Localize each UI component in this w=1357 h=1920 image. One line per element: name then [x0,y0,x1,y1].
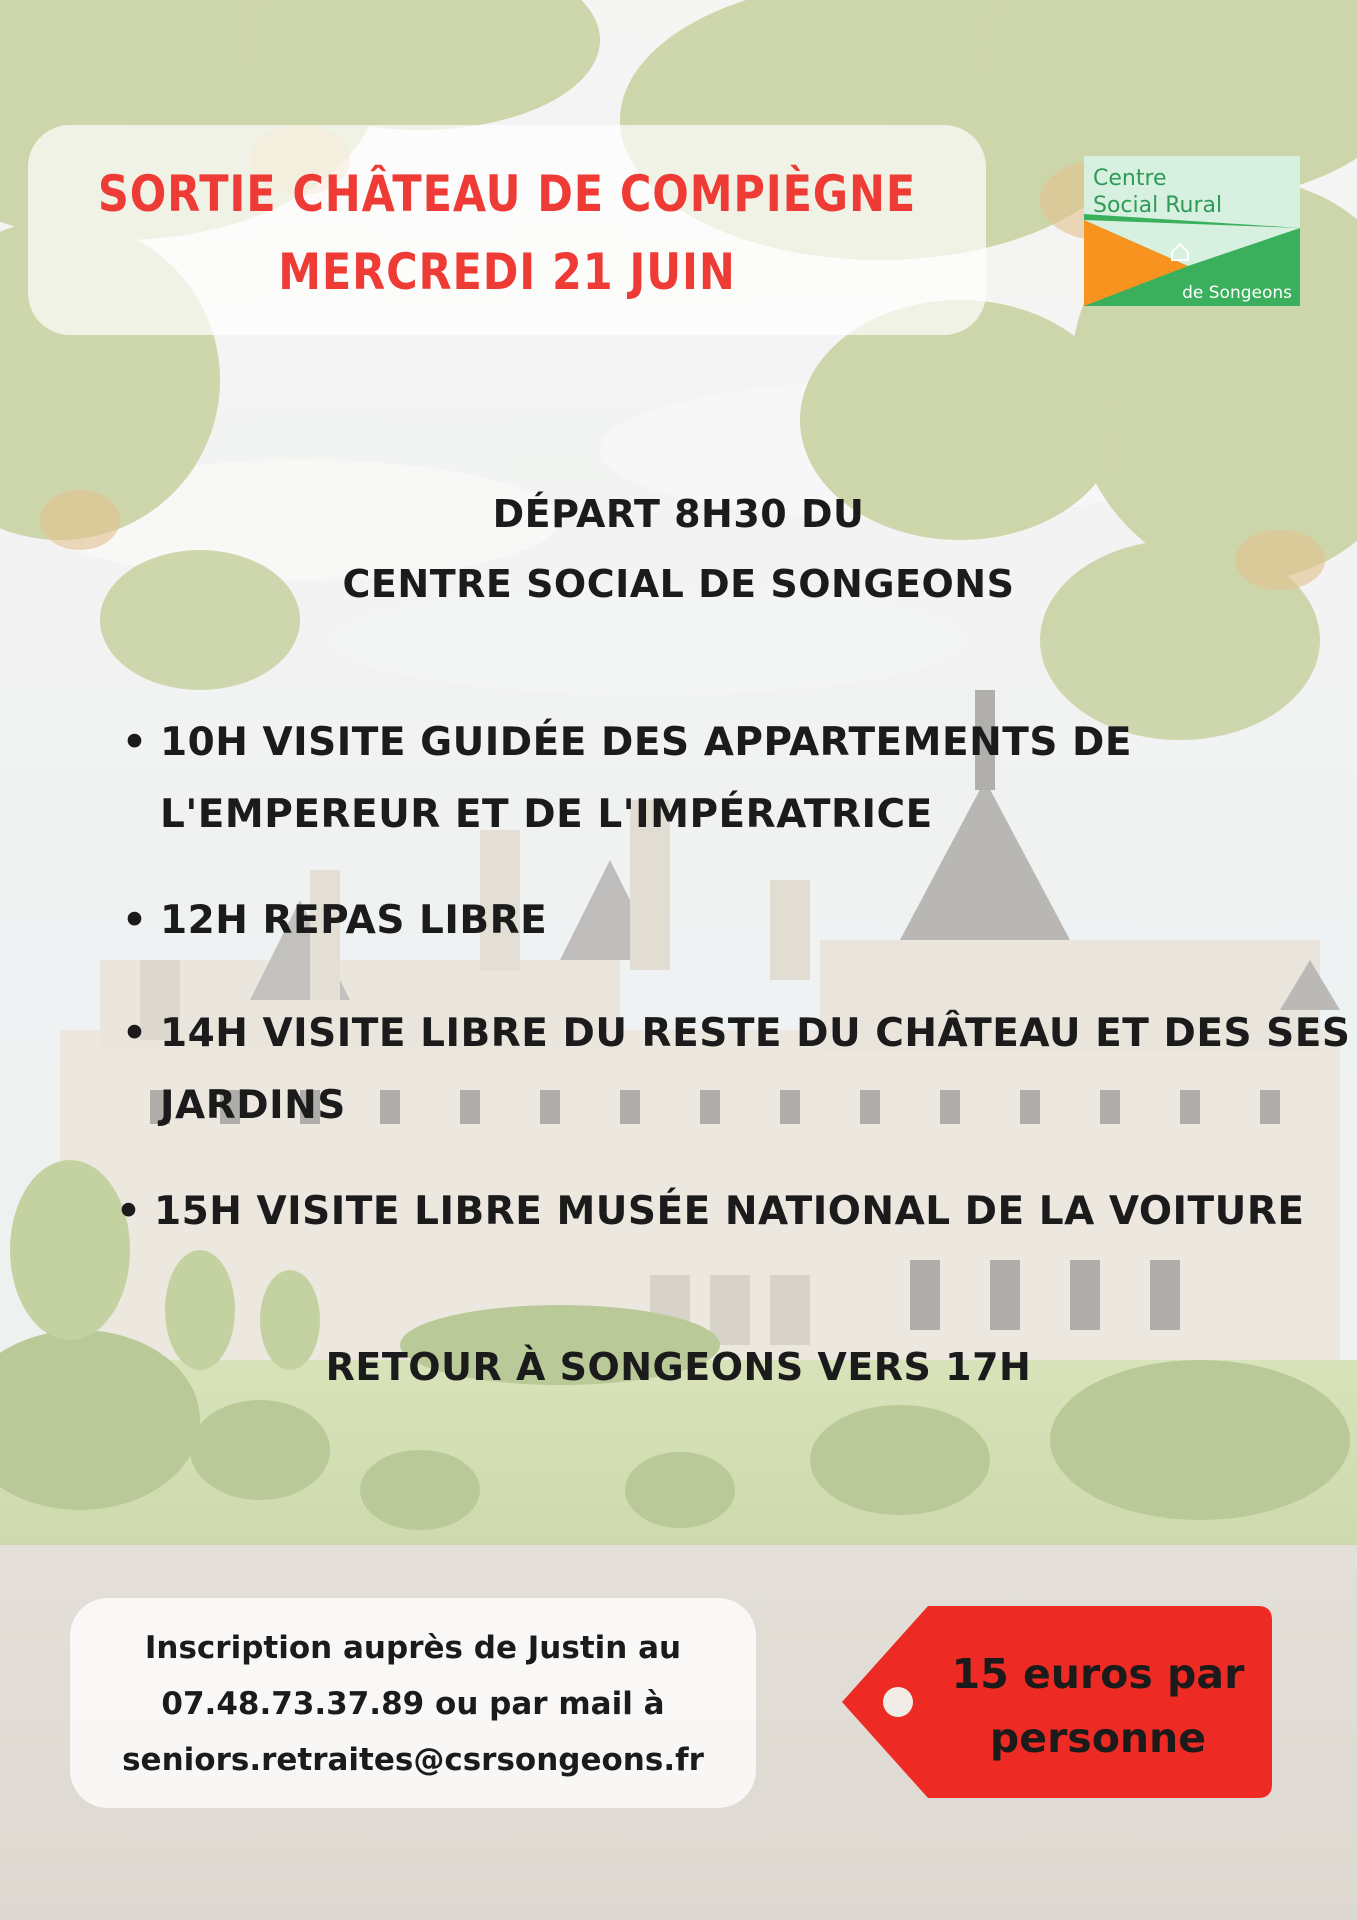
program-item-line: 10H VISITE GUIDÉE DES APPARTEMENTS DE [160,720,1133,765]
program-item-line: L'EMPEREUR ET DE L'IMPÉRATRICE [160,792,933,837]
bullet-icon: • [122,898,148,943]
price-unit: personne [989,1714,1207,1762]
program-item-text [160,885,547,957]
program-item-line: JARDINS [160,1083,346,1128]
program-item-line: 12H REPAS LIBRE [160,898,548,943]
departure-place: CENTRE SOCIAL DE SONGEONS [342,562,1015,606]
logo-text [1093,165,1222,219]
departure-time: DÉPART 8H30 DU [492,492,865,536]
logo-line-social-rural: Social Rural [1093,193,1223,218]
logo-line-centre: Centre [1093,166,1167,191]
contact-phone: 07.48.73.37.89 ou par mail à [161,1686,665,1722]
price-tag [842,1604,1274,1800]
contact-email: seniors.retraites@csrsongeons.fr [122,1742,704,1778]
bullet-icon: • [116,1189,142,1234]
program-item-text [154,1176,1305,1248]
event-date: MERCREDI 21 JUIN [278,243,736,301]
centre-social-logo [1084,156,1300,306]
contact-panel [70,1598,756,1808]
title-panel [28,125,986,335]
logo-line-songeons: de Songeons [1182,283,1292,303]
price-tag-icon [842,1604,1274,1800]
program-item-text [160,998,1350,1142]
program-item-text [160,707,1132,851]
event-title: SORTIE CHÂTEAU DE COMPIÈGNE [97,165,917,223]
return-time: RETOUR À SONGEONS VERS 17H [325,1345,1032,1389]
bullet-icon: • [122,720,148,765]
program-item-line: 15H VISITE LIBRE MUSÉE NATIONAL DE LA VOITURE [154,1189,1305,1234]
program-item-line: 14H VISITE LIBRE DU RESTE DU CHÂTEAU ET DES SES [160,1011,1351,1056]
bullet-icon: • [122,1011,148,1056]
price-amount: 15 euros par [951,1650,1245,1698]
contact-line: Inscription auprès de Justin au [144,1630,682,1666]
